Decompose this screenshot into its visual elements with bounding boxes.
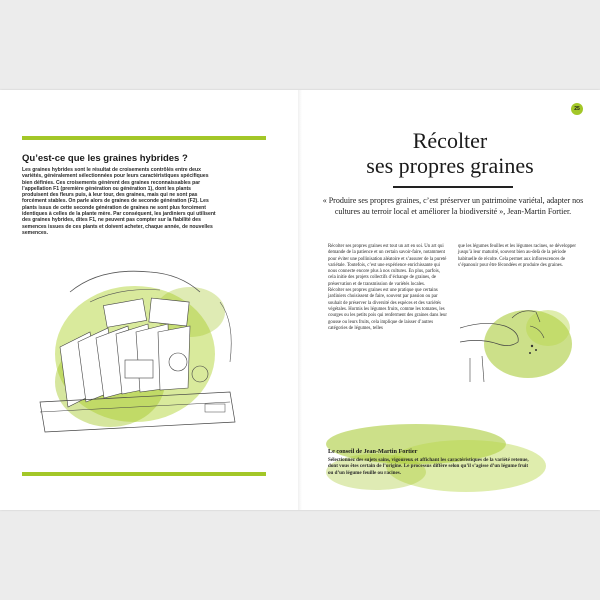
title-line-2: ses propres graines (366, 153, 534, 178)
body-column-1 (328, 244, 448, 332)
title-line-1: Récolter (412, 128, 488, 153)
body-column-2 (458, 244, 580, 269)
intro-quote: « Produire ses propres graines, c’est préserver un patrimoine variétal, adapter nos cultures au terroir local et améliorer la biodiversité », Jean-Martin Fortier. (322, 196, 584, 216)
advice-text: Sélectionnez des sujets sains, vigoureux et affichant les caractéristiques de la variété retenue, dont vous êtes certain de l’origine. Le processus diffère selon qu’il s’agisse d’un légume fruit ou d’un légume feuille ou racines. (328, 457, 529, 476)
book-spread (0, 90, 600, 510)
body-paragraph-1: Récolter ses propres graines est tout un art en soi. Un art qui demande de la patience et un certain savoir-faire, notamment pour éviter une pollinisation aléatoire et s’assurer de la pureté variétale. Toutefois, c’est une expérience enrichissante qui nous connecte encore plus à nos cultures. En plus, parfois, cela initie des projets collectifs d’échange de graines, de préservation et de transmission de variétés locales. (328, 244, 447, 287)
page-number: 25 (571, 103, 583, 115)
title-divider (393, 186, 513, 188)
body-paragraph-2: Récolter ses propres graines est une pratique que certains jardiniers choisissent de faire, souvent par passion ou par souhait de préserver la diversité des espèces et des variétés végétales. Hormis les légumes fruits, comme les tomates, les courges ou les petits pois qui renferment des graines dans leur gousse ou leurs fruits, cela implique de laisser d’autres catégories de légumes, telles (328, 288, 448, 331)
page-title (330, 128, 570, 178)
box-text: Les graines hybrides sont le résultat de croisements contrôlés entre deux variétés, généralement sélectionnées pour leurs caractéristiques spécifiques bien définies. Ces croisements génèrent des graines reconnaissables par l’appellation F1 (première génération ou génération 1), dont les plants produisent des fleurs puis, à leur tour, des graines, mais qui ne sont pas forcément stables. On parle alors de graines de seconde génération (F2). Les plants issus de cette seconde génération de graines ne sont plus forcément identiques à celles de la plante mère. Par conséquent, les jardiniers qui utilisent des graines hybrides, dites F1, ne peuvent pas compter sur la fiabilité des semences issues de ces plants et doivent acheter, chaque année, de nouvelles semences. (22, 167, 216, 236)
box-top-rule (22, 136, 266, 140)
body-paragraph-3: que les légumes feuilles et les légumes racines, se développer jusqu’à leur maturité, souvent bien au-delà de la période habituelle de récolte. Cela permet aux inflorescences de s’épanouir pour être fécondées et produire des graines. (458, 244, 577, 268)
box-bottom-rule (22, 472, 266, 476)
advice-title: Le conseil de Jean-Martin Fortier (328, 448, 418, 455)
seed-packets-illustration (30, 262, 252, 442)
page-gutter (298, 90, 302, 510)
box-title: Qu’est-ce que les graines hybrides ? (22, 153, 188, 164)
hands-seeds-illustration (460, 298, 580, 386)
